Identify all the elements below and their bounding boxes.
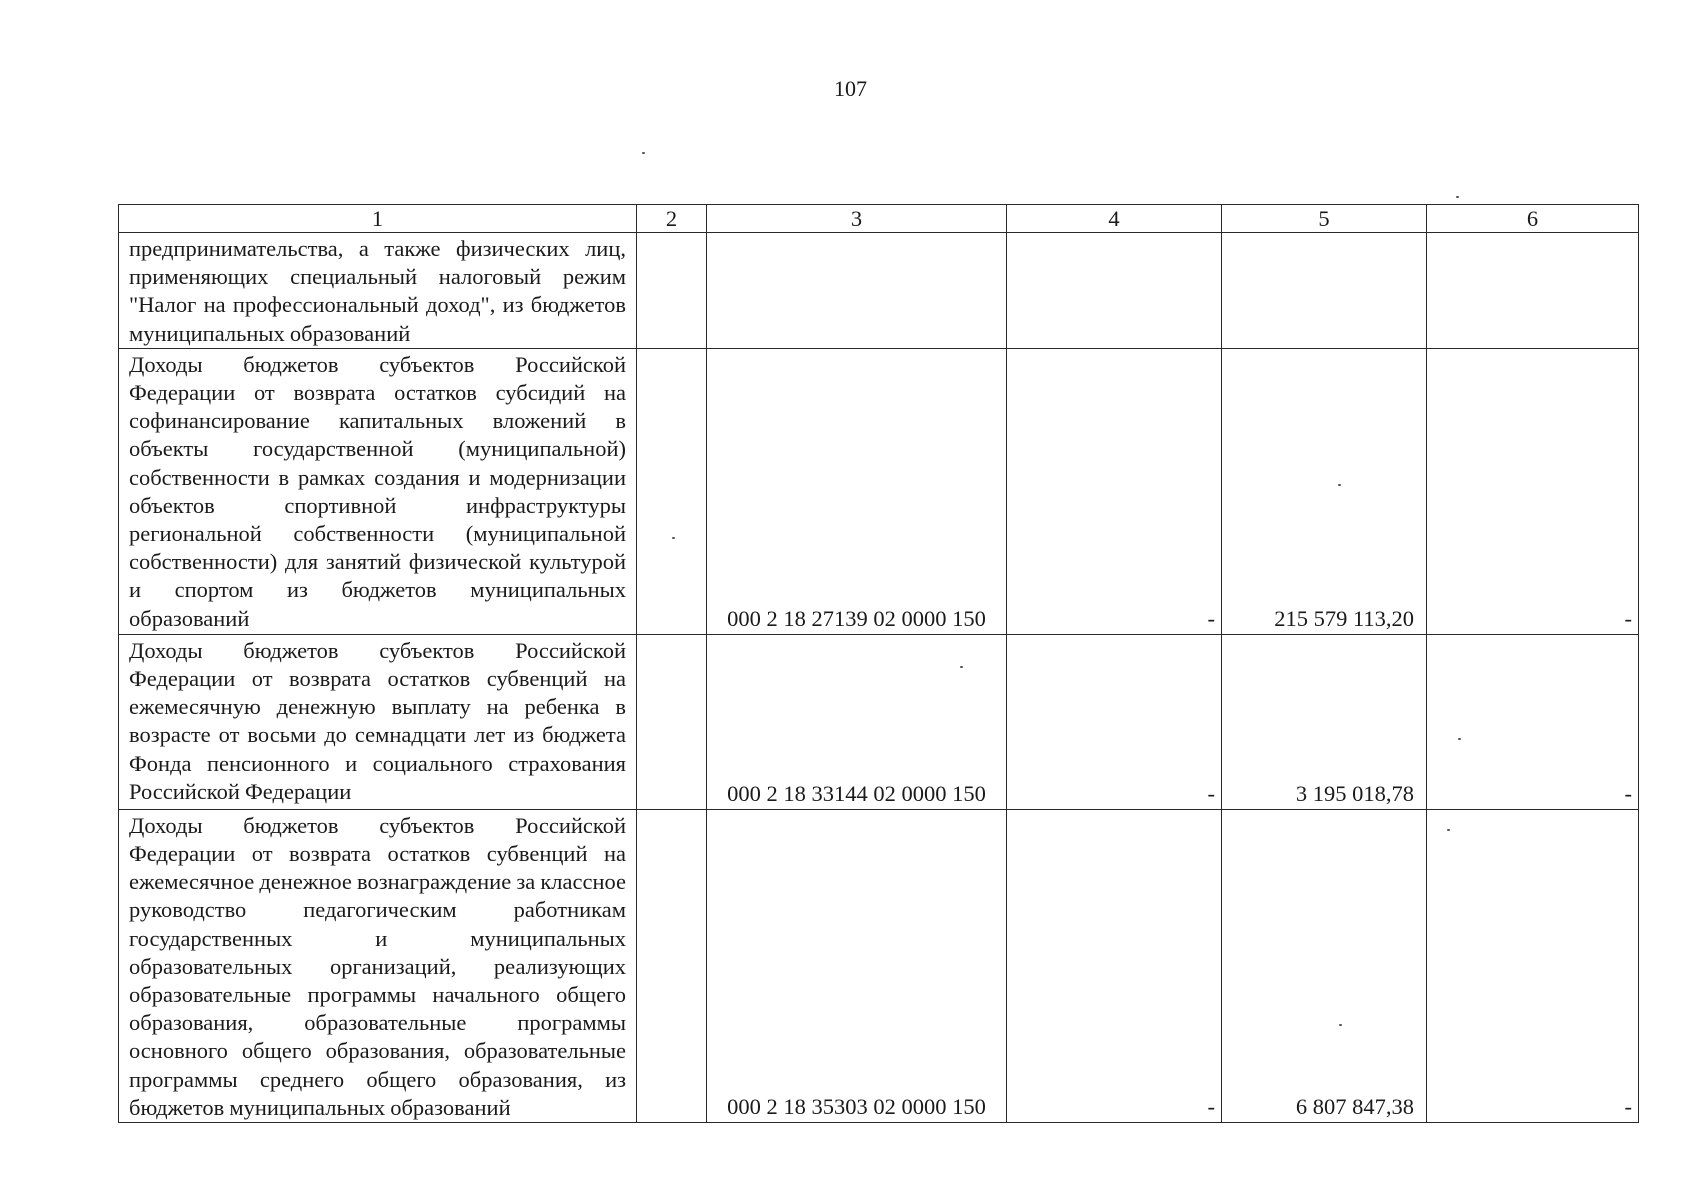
column-number-4: 4: [1007, 205, 1222, 233]
row-code-cell: [707, 233, 1007, 349]
row-col6-cell: -: [1427, 809, 1639, 1122]
column-number-1: 1: [119, 205, 637, 233]
row-col6-cell: -: [1427, 634, 1639, 809]
row-amount-cell: [1222, 233, 1427, 349]
row-amount-cell: 6 807 847,38: [1222, 809, 1427, 1122]
column-number-row: [119, 205, 1639, 233]
column-number-5: 5: [1222, 205, 1427, 233]
row-amount-cell: 3 195 018,78: [1222, 634, 1427, 809]
row-col4-cell: [1007, 233, 1222, 349]
row-col2-cell: [637, 809, 707, 1122]
row-code-cell: 000 2 18 35303 02 0000 150: [707, 809, 1007, 1122]
table-row: [119, 233, 1639, 349]
row-amount-cell: 215 579 113,20: [1222, 348, 1427, 634]
row-description: Доходы бюджетов субъектов Российской Федерации от возврата остатков субвенций на ежемесячную денежную выплату на ребенка в возрасте от восьми до семнадцати лет из бюджета Фонда пенсионного и социального страхования Российской Федерации: [119, 634, 637, 809]
row-col4-cell: -: [1007, 809, 1222, 1122]
row-code-cell: 000 2 18 33144 02 0000 150: [707, 634, 1007, 809]
row-description: Доходы бюджетов субъектов Российской Федерации от возврата остатков субвенций на ежемесячное денежное вознаграждение за классное руководство педагогическим работникам государственных и муниципальных образовательных организаций, реализующих образовательные программы начального общего образования, образовательные программы основного общего образования, образовательные программы среднего общего образования, из бюджетов муниципальных образований: [119, 809, 637, 1122]
scan-speck: [642, 152, 645, 154]
row-col4-cell: -: [1007, 348, 1222, 634]
column-number-2: 2: [637, 205, 707, 233]
row-code-cell: 000 2 18 27139 02 0000 150: [707, 348, 1007, 634]
table-row: [119, 634, 1639, 809]
row-col4-cell: -: [1007, 634, 1222, 809]
row-description: предпринимательства, а также физических лиц, применяющих специальный налоговый режим "Налог на профессиональный доход", из бюджетов муниципальных образований: [119, 233, 637, 349]
table-row: [119, 348, 1639, 634]
scan-speck: [1456, 196, 1459, 198]
table-row: [119, 809, 1639, 1122]
column-number-3: 3: [707, 205, 1007, 233]
row-col6-cell: -: [1427, 348, 1639, 634]
row-col2-cell: [637, 348, 707, 634]
budget-table: [118, 204, 1639, 1123]
row-col2-cell: [637, 634, 707, 809]
column-number-6: 6: [1427, 205, 1639, 233]
row-col2-cell: [637, 233, 707, 349]
row-description: Доходы бюджетов субъектов Российской Федерации от возврата остатков субсидий на софинансирование капитальных вложений в объекты государственной (муниципальной) собственности в рамках создания и модернизации объектов спортивной инфраструктуры региональной собственности (муниципальной собственности) для занятий физической культурой и спортом из бюджетов муниципальных образований: [119, 348, 637, 634]
page-number: 107: [834, 76, 867, 101]
row-col6-cell: [1427, 233, 1639, 349]
